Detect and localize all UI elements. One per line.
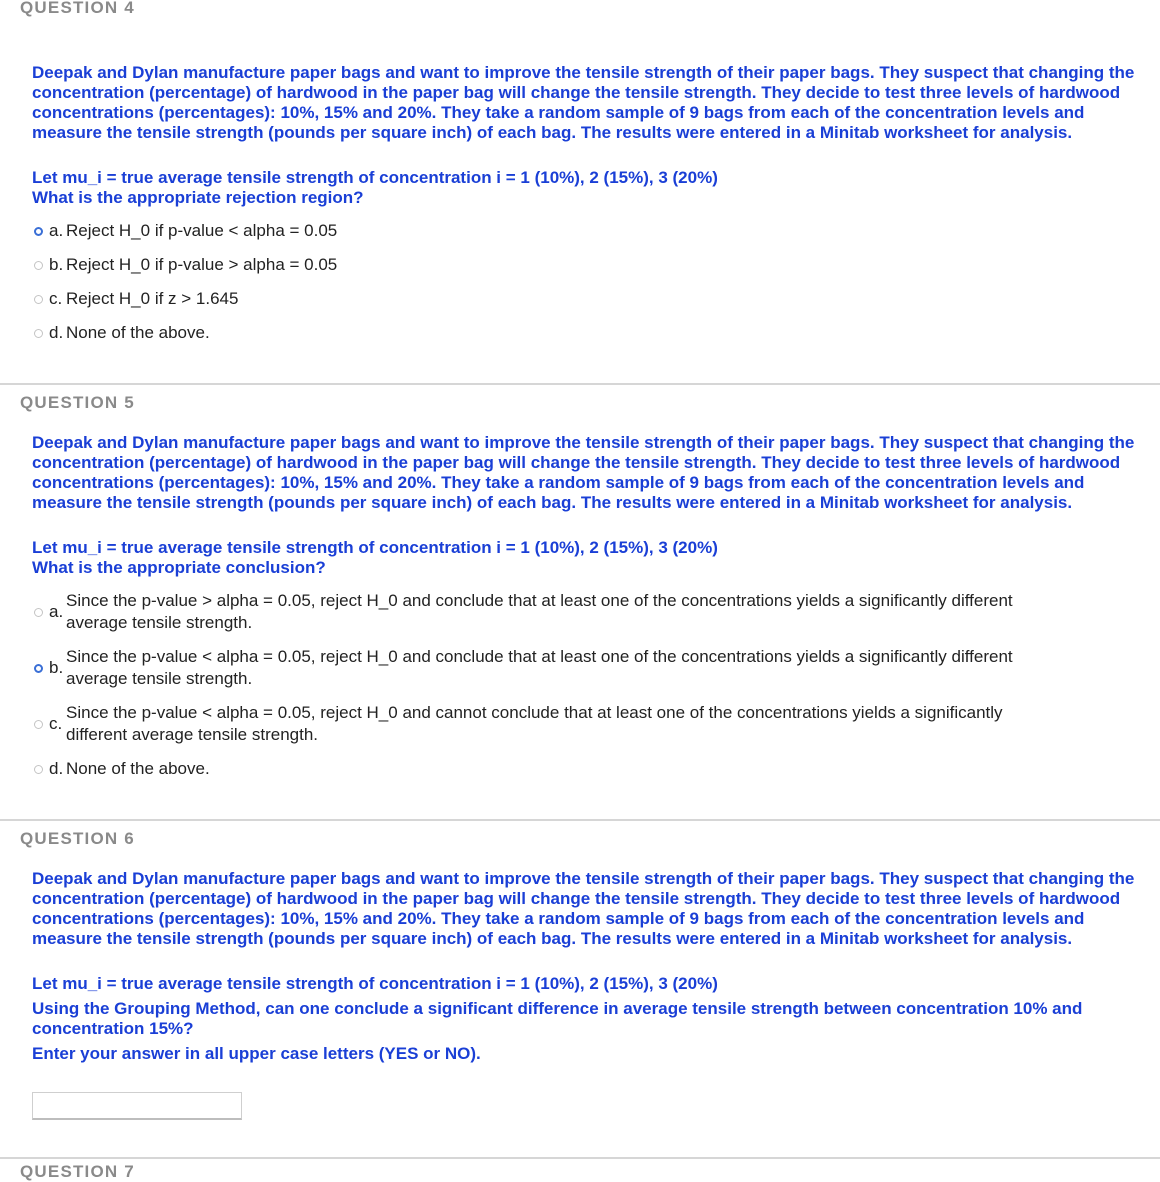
q5-option-b-line1: Since the p-value < alpha = 0.05, reject H_0 and conclude that at least one of the concentrations yields a significantly different	[66, 647, 1013, 666]
q4-option-c-letter: c.	[49, 289, 63, 308]
question-4-prompt: What is the appropriate rejection region?	[32, 188, 364, 207]
q4-option-d-radio[interactable]	[34, 329, 43, 338]
question-divider	[0, 1157, 1160, 1159]
q5-option-d-letter: d.	[49, 759, 64, 778]
q5-option-b-text[interactable]	[66, 646, 1116, 690]
question-5-stem: Deepak and Dylan manufacture paper bags and want to improve the tensile strength of their paper bags. They suspect that changing the concentration (percentage) of hardwood in the paper bag will change the tensile strength. They decide to test three levels of hardwood concentrations (percentages): 10%, 15% and 20%. They take a random sample of 9 bags from each of the concentration levels and measure the tensile strength (pounds per square inch) of each bag. The results were entered in a Minitab worksheet for analysis.	[32, 433, 1135, 512]
question-divider	[0, 819, 1160, 821]
q4-option-a-text[interactable]: Reject H_0 if p-value < alpha = 0.05	[66, 221, 338, 240]
question-5-header: QUESTION 5	[20, 393, 135, 412]
q4-option-d-text[interactable]: None of the above.	[66, 323, 210, 342]
q5-option-c-letter: c.	[49, 714, 63, 733]
q5-option-c-line1: Since the p-value < alpha = 0.05, reject H_0 and cannot conclude that at least one of the concentrations yields a significantly	[66, 703, 1003, 722]
question-4-mu-definition: Let mu_i = true average tensile strength of concentration i = 1 (10%), 2 (15%), 3 (20%)	[32, 168, 718, 187]
q4-option-a-radio[interactable]	[34, 227, 43, 236]
q5-option-a-letter: a.	[49, 602, 64, 621]
question-6-prompt: Using the Grouping Method, can one conclude a significant difference in average tensile strength between concentration 10% and concentration 15%?	[32, 999, 1083, 1038]
question-6-instruction: Enter your answer in all upper case letters (YES or NO).	[32, 1044, 481, 1063]
question-6-mu-definition: Let mu_i = true average tensile strength of concentration i = 1 (10%), 2 (15%), 3 (20%)	[32, 974, 718, 993]
q4-option-b-text[interactable]: Reject H_0 if p-value > alpha = 0.05	[66, 255, 338, 274]
question-5-mu-definition: Let mu_i = true average tensile strength of concentration i = 1 (10%), 2 (15%), 3 (20%)	[32, 538, 718, 557]
q4-option-a-letter: a.	[49, 221, 64, 240]
question-4-stem: Deepak and Dylan manufacture paper bags and want to improve the tensile strength of their paper bags. They suspect that changing the concentration (percentage) of hardwood in the paper bag will change the tensile strength. They decide to test three levels of hardwood concentrations (percentages): 10%, 15% and 20%. They take a random sample of 9 bags from each of the concentration levels and measure the tensile strength (pounds per square inch) of each bag. The results were entered in a Minitab worksheet for analysis.	[32, 63, 1135, 142]
q5-option-a-line1: Since the p-value > alpha = 0.05, reject H_0 and conclude that at least one of the concentrations yields a significantly different	[66, 591, 1013, 610]
q5-option-a-line2: average tensile strength.	[66, 613, 253, 632]
q5-option-c-text[interactable]	[66, 702, 1116, 746]
q5-option-a-text[interactable]	[66, 590, 1116, 634]
q5-option-c-line2: different average tensile strength.	[66, 725, 319, 744]
q4-option-d-letter: d.	[49, 323, 64, 342]
question-4-header: QUESTION 4	[20, 0, 135, 17]
question-7-header: QUESTION 7	[20, 1162, 135, 1181]
question-divider	[0, 383, 1160, 385]
q5-option-a-radio[interactable]	[34, 608, 43, 617]
q5-option-d-text[interactable]: None of the above.	[66, 759, 210, 778]
question-5-prompt: What is the appropriate conclusion?	[32, 558, 326, 577]
question-6-header: QUESTION 6	[20, 829, 135, 848]
q5-option-d-radio[interactable]	[34, 765, 43, 774]
q6-answer-input[interactable]	[32, 1092, 242, 1120]
q5-option-c-radio[interactable]	[34, 720, 43, 729]
q5-option-b-letter: b.	[49, 658, 64, 677]
q4-option-c-radio[interactable]	[34, 295, 43, 304]
q5-option-b-line2: average tensile strength.	[66, 669, 253, 688]
q5-option-b-radio[interactable]	[34, 664, 43, 673]
q4-option-b-radio[interactable]	[34, 261, 43, 270]
q4-option-c-text[interactable]: Reject H_0 if z > 1.645	[66, 289, 239, 308]
question-6-stem: Deepak and Dylan manufacture paper bags and want to improve the tensile strength of their paper bags. They suspect that changing the concentration (percentage) of hardwood in the paper bag will change the tensile strength. They decide to test three levels of hardwood concentrations (percentages): 10%, 15% and 20%. They take a random sample of 9 bags from each of the concentration levels and measure the tensile strength (pounds per square inch) of each bag. The results were entered in a Minitab worksheet for analysis.	[32, 869, 1135, 948]
q4-option-b-letter: b.	[49, 255, 64, 274]
